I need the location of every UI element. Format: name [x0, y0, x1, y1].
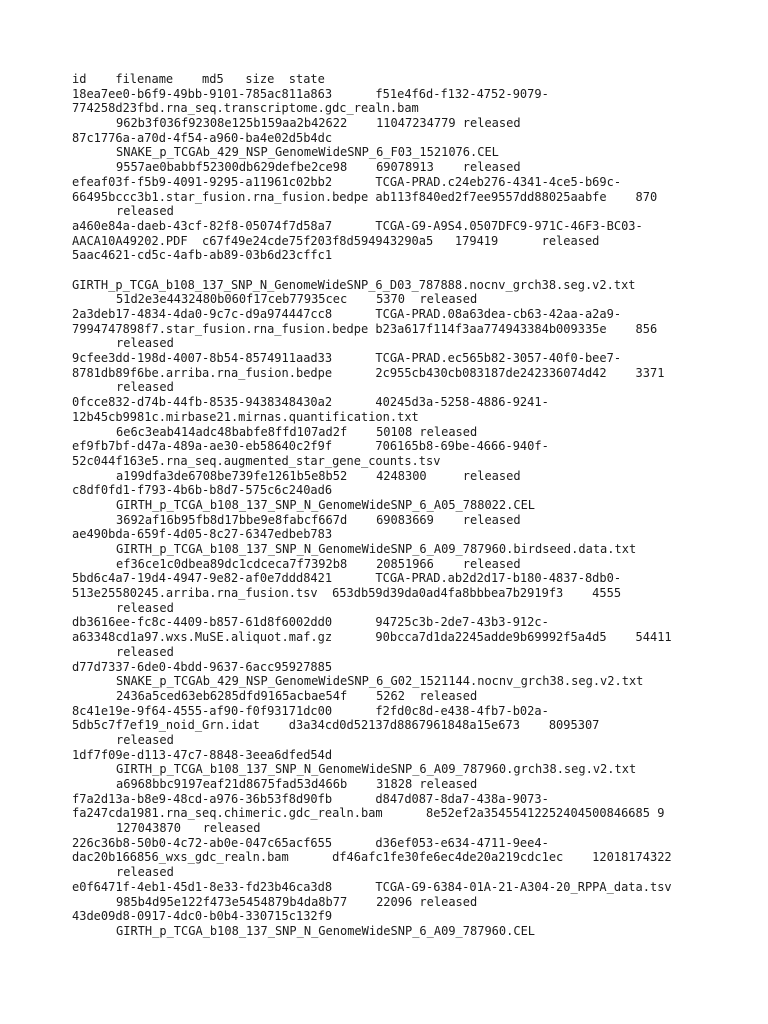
text-line: f7a2d13a-b8e9-48cd-a976-36b53f8d90fb d847d087-8da7-438a-9073-: [72, 791, 549, 806]
blank-line: [72, 263, 712, 278]
text-line: 5db5c7f7ef19_noid_Grn.idat d3a34cd0d52137d8867961848a15e673 8095307: [72, 718, 600, 733]
text-line: released: [116, 600, 174, 615]
text-line: ef9fb7bf-d47a-489a-ae30-eb58640c2f9f 706165b8-69be-4666-940f-: [72, 439, 549, 454]
text-line: GIRTH_p_TCGA_b108_137_SNP_N_GenomeWideSNP_6_A09_787960.grch38.seg.v2.txt: [116, 762, 637, 777]
text-line: SNAKE_p_TCGAb_429_NSP_GenomeWideSNP_6_G02_1521144.nocnv_grch38.seg.v2.txt: [116, 674, 644, 689]
text-line: db3616ee-fc8c-4409-b857-61d8f6002dd0 94725c3b-2de7-43b3-912c-: [72, 615, 549, 630]
text-line: ae490bda-659f-4d05-8c27-6347edbeb783: [72, 527, 333, 542]
text-line: 51d2e3e4432480b060f17ceb77935cec 5370 released: [116, 292, 478, 307]
text-line: released: [116, 336, 174, 351]
text-line: 226c36b8-50b0-4c72-ab0e-047c65acf655 d36ef053-e634-4711-9ee4-: [72, 835, 549, 850]
text-line: 52c044f163e5.rna_seq.augmented_star_gene_counts.tsv: [72, 453, 441, 468]
text-line: GIRTH_p_TCGA_b108_137_SNP_N_GenomeWideSNP_6_A09_787960.CEL: [116, 923, 536, 938]
text-line: 5aac4621-cd5c-4afb-ab89-03b6d23cffc1: [72, 248, 333, 263]
text-line: 2436a5ced63eb6285dfd9165acbae54f 5262 released: [116, 688, 478, 703]
text-line: 9cfee3dd-198d-4007-8b54-8574911aad33 TCGA-PRAD.ec565b82-3057-40f0-bee7-: [72, 351, 622, 366]
text-line: 774258d23fbd.rna_seq.transcriptome.gdc_realn.bam: [72, 101, 419, 116]
text-line: SNAKE_p_TCGAb_429_NSP_GenomeWideSNP_6_F03_1521076.CEL: [116, 145, 499, 160]
text-line: 3692af16b95fb8d17bbe9e8fabcf667d 69083669 released: [116, 512, 521, 527]
header-line: id filename md5 size state: [72, 72, 325, 86]
text-line: 18ea7ee0-b6f9-49bb-9101-785ac811a863 f51e4f6d-f132-4752-9079-: [72, 86, 549, 101]
text-line: GIRTH_p_TCGA_b108_137_SNP_N_GenomeWideSNP_6_A09_787960.birdseed.data.txt: [116, 542, 637, 556]
text-line: 513e25580245.arriba.rna_fusion.tsv 653db59d39da0ad4fa8bbbea7b2919f3 4555: [72, 586, 622, 601]
text-line: GIRTH_p_TCGA_b108_137_SNP_N_GenomeWideSNP_6_A05_788022.CEL: [116, 497, 536, 512]
text-line: GIRTH_p_TCGA_b108_137_SNP_N_GenomeWideSNP_6_D03_787888.nocnv_grch38.seg.v2.txt: [72, 277, 636, 292]
text-line: released: [116, 644, 174, 659]
text-line: efeaf03f-f5b9-4091-9295-a11961c02bb2 TCGA-PRAD.c24eb276-4341-4ce5-b69c-: [72, 174, 622, 189]
text-line: 7994747898f7.star_fusion.rna_fusion.bedpe b23a617f114f3aa774943384b009335e 856: [72, 321, 658, 336]
text-line: a63348cd1a97.wxs.MuSE.aliquot.maf.gz 90bcca7d1da2245adde9b69992f5a4d5 54411: [72, 630, 672, 645]
text-line: released: [116, 380, 174, 395]
text-line: 5bd6c4a7-19d4-4947-9e82-af0e7ddd8421 TCGA-PRAD.ab2d2d17-b180-4837-8db0-: [72, 571, 622, 586]
text-line: 0fcce832-d74b-44fb-8535-9438348430a2 40245d3a-5258-4886-9241-: [72, 395, 549, 410]
text-line: d77d7337-6de0-4bdd-9637-6acc95927885: [72, 659, 333, 674]
text-line: a199dfa3de6708be739fe1261b5e8b52 4248300 released: [116, 468, 521, 483]
text-line: c8df0fd1-f793-4b6b-b8d7-575c6c240ad6: [72, 483, 333, 498]
text-line: 9557ae0babbf52300db629defbe2ce98 69078913 released: [116, 160, 521, 175]
text-line: released: [116, 865, 174, 880]
text-line: 6e6c3eab414adc48babfe8ffd107ad2f 50108 released: [116, 424, 478, 439]
text-line: released: [116, 732, 174, 747]
text-line: 66495bccc3b1.star_fusion.rna_fusion.bedpe ab113f840ed2f7ee9557dd88025aabfe 870: [72, 189, 658, 204]
text-line: fa247cda1981.rna_seq.chimeric.gdc_realn.bam 8e52ef2a35455412252404500846685 9: [72, 806, 665, 821]
text-line: 8c41e19e-9f64-4555-af90-f0f93171dc00 f2fd0c8d-e438-4fb7-b02a-: [72, 703, 549, 718]
text-line: 2a3deb17-4834-4da0-9c7c-d9a974447cc8 TCGA-PRAD.08a63dea-cb63-42aa-a2a9-: [72, 307, 622, 321]
text-line: a460e84a-daeb-43cf-82f8-05074f7d58a7 TCGA-G9-A9S4.0507DFC9-971C-46F3-BC03-: [72, 218, 643, 233]
text-line: 1df7f09e-d113-47c7-8848-3eea6dfed54d: [72, 747, 333, 762]
text-line: e0f6471f-4eb1-45d1-8e33-fd23b46ca3d8 TCGA-G9-6384-01A-21-A304-20_RPPA_data.tsv: [72, 879, 672, 894]
text-line: ef36ce1c0dbea89dc1cdceca7f7392b8 20851966 released: [116, 556, 521, 571]
text-line: released: [116, 204, 174, 219]
text-line: 127043870 released: [116, 821, 261, 836]
text-line: 87c1776a-a70d-4f54-a960-ba4e02d5b4dc: [72, 130, 333, 145]
text-line: 12b45cb9981c.mirbase21.mirnas.quantification.txt: [72, 409, 419, 424]
text-line: a6968bbc9197eaf21d8675fad53d466b 31828 released: [116, 777, 478, 791]
text-line: 8781db89f6be.arriba.rna_fusion.bedpe 2c955cb430cb083187de242336074d42 3371: [72, 365, 665, 380]
manifest-text: [72, 72, 712, 939]
text-line: dac20b166856_wxs_gdc_realn.bam df46afc1fe30fe6ec4de20a219cdc1ec 12018174322: [72, 850, 672, 865]
text-line: 962b3f036f92308e125b159aa2b42622 11047234779 released: [116, 116, 521, 131]
text-line: AACA10A49202.PDF c67f49e24cde75f203f8d594943290a5 179419 released: [72, 233, 600, 248]
text-line: 985b4d95e122f473e5454879b4da8b77 22096 released: [116, 894, 478, 909]
text-line: 43de09d8-0917-4dc0-b0b4-330715c132f9: [72, 909, 333, 924]
